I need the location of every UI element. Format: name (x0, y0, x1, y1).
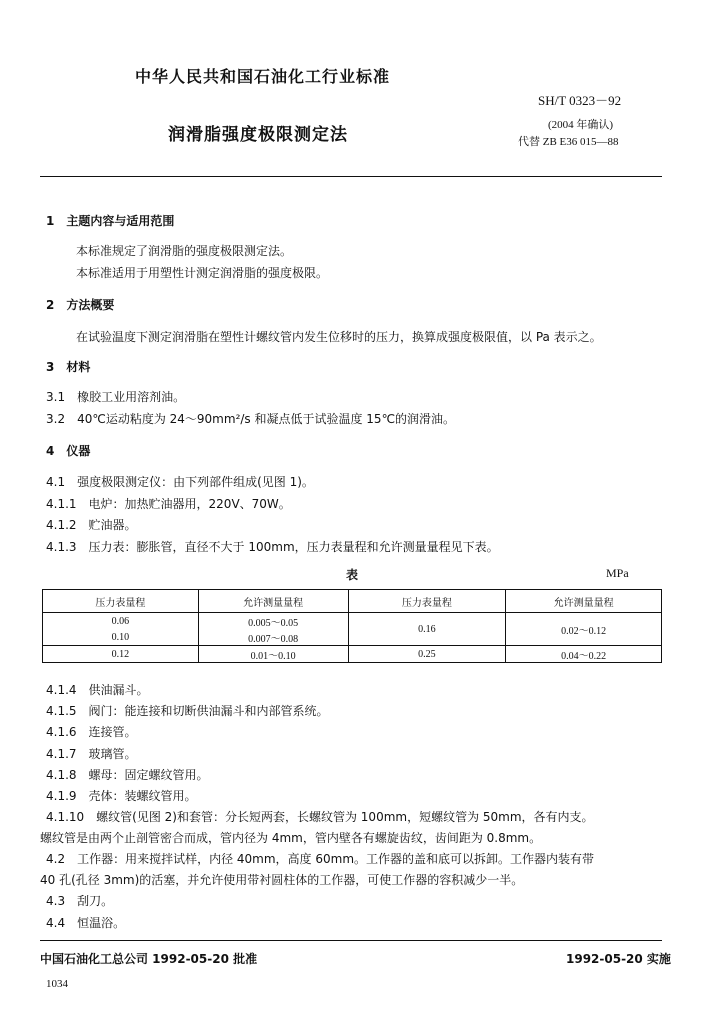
section-4-1-8: 4.1.8 螺母：固定螺纹管用。 (46, 768, 209, 782)
replaces-note: 代替 ZB E36 015—88 (518, 136, 619, 148)
section-4-2-line-2: 40 孔(孔径 3mm)的活塞，并允许使用带衬圆柱体的工作器，可使工作器的容积减少一半。 (40, 873, 524, 887)
section-4-3: 4.3 刮刀。 (46, 894, 114, 908)
section-4-1-6: 4.1.6 连接管。 (46, 725, 137, 739)
footer-divider (40, 940, 662, 941)
section-4-1-1: 4.1.1 电炉：加热贮油器用，220V、70W。 (46, 497, 291, 511)
table-row (43, 613, 662, 630)
section-4-1-2: 4.1.2 贮油器。 (46, 518, 137, 532)
section-4-2-line-1: 4.2 工作器：用来搅拌试样，内径 40mm，高度 60mm。工作器的盖和底可以拆卸。工作器内装有带 (46, 852, 595, 866)
table-cell: 0.06 (43, 613, 199, 630)
section-4-1-9: 4.1.9 壳体：装螺纹管用。 (46, 789, 197, 803)
section-1-paragraph-1: 本标准规定了润滑脂的强度极限测定法。 (76, 244, 293, 258)
standard-code: SH/T 0323－92 (538, 93, 622, 108)
section-3-heading: 3 材料 (46, 360, 91, 374)
table-cell: 0.04～0.22 (506, 646, 662, 663)
table-cell: 0.007～0.08 (198, 629, 348, 646)
section-4-1-5: 4.1.5 阀门：能连接和切断供油漏斗和内部管系统。 (46, 704, 329, 718)
approval-line: 中国石油化工总公司 1992-05-20 批准 (40, 952, 258, 966)
section-1-heading: 1 主题内容与适用范围 (46, 214, 175, 228)
issuing-authority: 中华人民共和国石油化工行业标准 (135, 67, 391, 86)
table-header-cell: 压力表量程 (43, 590, 199, 613)
section-4-1-4: 4.1.4 供油漏斗。 (46, 683, 149, 697)
table-cell: 0.10 (43, 629, 199, 646)
table-caption: 表 (346, 568, 359, 582)
table-cell: 0.16 (348, 613, 506, 646)
section-4-heading: 4 仪器 (46, 444, 91, 458)
section-3-2: 3.2 40℃运动粘度为 24～90mm²/s 和凝点低于试验温度 15℃的润滑油。 (46, 412, 456, 426)
section-2-paragraph: 在试验温度下测定润滑脂在塑性计螺纹管内发生位移时的压力，换算成强度极限值，以 Pa 表示之。 (76, 330, 602, 344)
table-unit: MPa (606, 566, 629, 580)
table-row (43, 646, 662, 663)
pressure-gauge-table (42, 589, 662, 663)
table-cell: 0.25 (348, 646, 506, 663)
table-cell: 0.005～0.05 (198, 613, 348, 630)
section-4-1: 4.1 强度极限测定仪：由下列部件组成(见图 1)。 (46, 475, 314, 489)
section-4-1-3: 4.1.3 压力表：膨胀管，直径不大于 100mm，压力表量程和允许测量量程见下表。 (46, 540, 499, 554)
table-header-cell: 压力表量程 (348, 590, 506, 613)
section-3-1: 3.1 橡胶工业用溶剂油。 (46, 390, 186, 404)
implementation-date: 1992-05-20 实施 (566, 952, 671, 966)
table-cell: 0.01～0.10 (198, 646, 348, 663)
section-1-paragraph-2: 本标准适用于用塑性计测定润滑脂的强度极限。 (76, 266, 329, 280)
page-number: 1034 (46, 978, 68, 990)
table-header-row (43, 590, 662, 613)
confirmation-note: (2004 年确认) (548, 119, 614, 131)
document-title: 润滑脂强度极限测定法 (168, 125, 348, 145)
table-header-cell: 允许测量量程 (198, 590, 348, 613)
table-cell: 0.02～0.12 (506, 613, 662, 646)
section-4-1-10-line-2: 螺纹管是由两个止剖管密合而成，管内径为 4mm，管内壁各有螺旋齿纹，齿间距为 0.8mm。 (40, 831, 542, 845)
table-cell: 0.12 (43, 646, 199, 663)
section-4-1-10-line-1: 4.1.10 螺纹管(见图 2)和套管：分长短两套，长螺纹管为 100mm，短螺纹管为 50mm，各有内支。 (46, 810, 594, 824)
section-2-heading: 2 方法概要 (46, 298, 115, 312)
table-header-cell: 允许测量量程 (506, 590, 662, 613)
section-4-4: 4.4 恒温浴。 (46, 916, 126, 930)
section-4-1-7: 4.1.7 玻璃管。 (46, 747, 137, 761)
header-divider (40, 176, 662, 177)
